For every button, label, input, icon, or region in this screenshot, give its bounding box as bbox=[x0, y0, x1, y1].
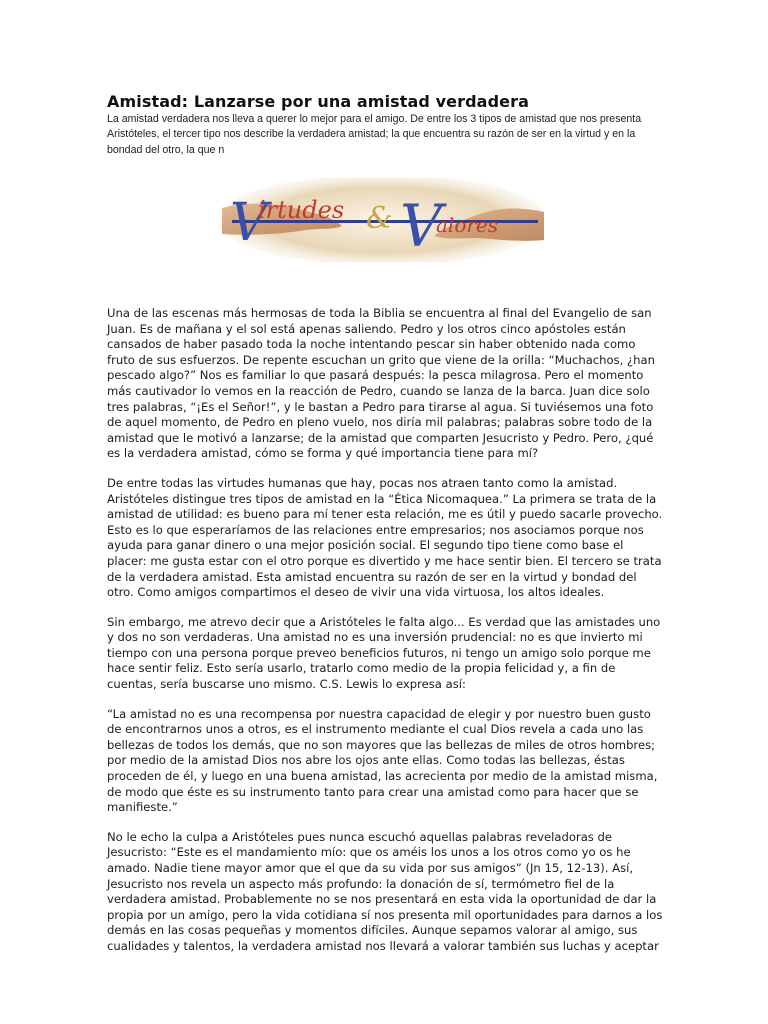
paragraph-5: No le echo la culpa a Aristóteles pues nunca escuchó aquellas palabras reveladoras de Jesucristo: “Este es el mandamiento mío: que os améis los unos a los otros como yo os he amado. Nadie tiene mayor amor que el que da su vida por sus amigos” (Jn 15, 12-13). Así, Jesucristo nos revela un aspecto más profundo: la donación de sí, termómetro fiel de la verdadera amistad. Probablemente no se nos presentará en esta vida la oportunidad de dar la propia por un amigo, pero la vida cotidiana sí nos presenta mil oportunidades para darnos a los demás en las cosas pequeñas y momentos difíciles. Aunque sepamos valorar al amigo, sus cualidades y talentos, la verdadera amistad nos llevará a valorar también sus luchas y aceptar bbox=[107, 829, 663, 953]
paragraph-3: Sin embargo, me atrevo decir que a Aristóteles le falta algo... Es verdad que las amistades uno y dos no son verdaderas. Una amistad no es una inversión prudencial: no es que invierto mi tiempo con una persona porque preveo beneficios futuros, ni tengo un amigo solo porque me hace sentir feliz. Esto sería usarlo, tratarlo como medio de la propia felicidad y, a fin de cuentas, sería buscarse uno mismo. C.S. Lewis lo expresa así: bbox=[107, 614, 661, 692]
paragraph-2: De entre todas las virtudes humanas que hay, pocas nos atraen tanto como la amistad. Aristóteles distingue tres tipos de amistad en la “Ética Nicomaquea.” La primera se trata de la amistad de utilidad: es bueno para mí tener esta relación, me es útil y puedo sacarle provecho. Esto es lo que esperaríamos de las relaciones entre empresarios; nos asociamos porque nos ayuda para ganar dinero o una mejor posición social. El segundo tipo tiene como base el placer: me gusta estar con el otro porque es divertido y me hace sentir bien. El tercero se trata de la verdadera amistad. Esta amistad encuentra su razón de ser en la virtud y bondad del otro. Como amigos compartimos el deseo de vivir una vida virtuosa, los altos ideales. bbox=[107, 475, 663, 600]
banner-image bbox=[222, 178, 544, 262]
banner-word-valores: alores bbox=[436, 213, 499, 237]
virtudes-valores-banner bbox=[222, 178, 544, 262]
article-summary: La amistad verdadera nos lleva a querer lo mejor para el amigo. De entre los 3 tipos de amistad que nos presenta Aristóteles, el tercer tipo nos describe la verdadera amistad; la que encuentra su razón de ser en la virtud y en la bondad del otro, la que n bbox=[107, 113, 642, 156]
article-title: Amistad: Lanzarse por una amistad verdadera bbox=[107, 92, 529, 111]
article-body bbox=[107, 306, 663, 969]
paragraph-1: Una de las escenas más hermosas de toda la Biblia se encuentra al final del Evangelio de san Juan. Es de mañana y el sol está apenas saliendo. Pedro y los otros cinco apóstoles están cansados de haber pasado toda la noche intentando pescar sin haber obtenido nada como fruto de sus esfuerzos. De repente escuchan un grito que viene de la orilla: “Muchachos, ¿han pescado algo?” Nos es familiar lo que pasará después: la pesca milagrosa. Pero el momento más cautivador lo vemos en la reacción de Pedro, cuando se lanza de la barca. Juan dice solo tres palabras, “¡Es el Señor!”, y le bastan a Pedro para tirarse al agua. Si tuviésemos una foto de aquel momento, de Pedro en pleno vuelo, nos diría mil palabras; palabras sobre todo de la amistad que le motivó a lanzarse; de la amistad que comparten Jesucristo y Pedro. Pero, ¿qué es la verdadera amistad, cómo se forma y qué importancia tiene para mí? bbox=[107, 306, 655, 461]
paragraph-quote: “La amistad no es una recompensa por nuestra capacidad de elegir y por nuestro buen gusto de encontrarnos unos a otros, es el instrumento mediante el cual Dios revela a cada uno las bellezas de todos los demás, que no son mayores que las bellezas de miles de otros hombres; por medio de la amistad Dios nos abre los ojos ante ellas. Como todas las bellezas, éstas proceden de él, y luego en una buena amistad, las acrecienta por medio de la amistad misma, de modo que éste es su instrumento tanto para crear una amistad como para hacer que se manifieste.” bbox=[107, 706, 658, 815]
banner-word-virtudes: irtudes bbox=[258, 196, 345, 224]
banner-big-v-left: V bbox=[230, 193, 268, 253]
banner-ampersand: & bbox=[366, 201, 393, 236]
banner-big-v-right: V bbox=[400, 192, 442, 260]
